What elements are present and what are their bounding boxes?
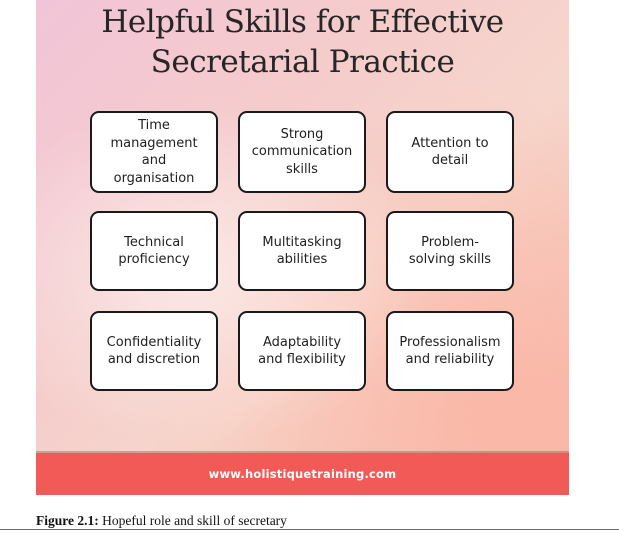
skill-label-line: and flexibility [258,352,346,367]
skill-label-line: detail [431,153,469,168]
skill-card-confidentiality [90,311,218,391]
figure-caption [36,513,287,529]
skill-label-line: Strong [280,126,324,142]
skill-label-line: management [110,135,198,151]
skill-card-technical-proficiency [90,211,218,291]
skill-label-line: Professionalism [399,334,501,350]
skill-label [262,234,341,269]
footer-bar [36,453,569,495]
skill-label-line: Multitasking [262,234,342,250]
skill-label [258,334,346,369]
skill-card-multitasking [238,211,366,291]
skill-card-attention-to-detail [386,111,514,193]
skill-label [411,135,488,170]
skill-label [409,234,491,269]
skill-label-line: skills [286,161,318,177]
skill-label-line: solving skills [408,252,492,267]
skill-label-line: and reliability [405,352,495,367]
caption-label: Figure 2.1: [36,513,99,528]
skill-label [107,334,202,369]
skill-label-line: organisation [113,170,195,186]
skill-label-line: communication [251,144,353,160]
title-line-2: Secretarial Practice [150,44,455,80]
skill-card-adaptability [238,311,366,391]
skill-label [399,334,500,369]
infographic [36,0,569,495]
skill-label [118,234,189,269]
skill-label-line: and [141,153,167,168]
title-line-1: Helpful Skills for Effective [101,4,504,40]
skill-label-line: Confidentiality [106,334,202,350]
skill-label-line: Attention to [411,135,489,151]
skill-label-line: abilities [276,252,328,267]
page-rule [0,529,619,530]
skill-label-line: and discretion [107,352,201,367]
skill-card-professionalism [386,311,514,391]
skill-card-communication [238,111,366,193]
infographic-title [36,2,569,82]
skill-card-time-management [90,111,218,193]
website-link[interactable]: www.holistiquetraining.com [208,467,397,481]
skill-label [252,126,353,179]
skill-label-line: proficiency [118,252,190,267]
skill-label-line: Adaptability [262,334,342,350]
skill-label [110,117,197,187]
skill-label-line: Problem- [421,234,479,250]
skill-card-problem-solving [386,211,514,291]
caption-text: Hopeful role and skill of secretary [98,513,287,528]
skill-label-line: Technical [124,234,184,250]
skill-label-line: Time [138,118,170,133]
